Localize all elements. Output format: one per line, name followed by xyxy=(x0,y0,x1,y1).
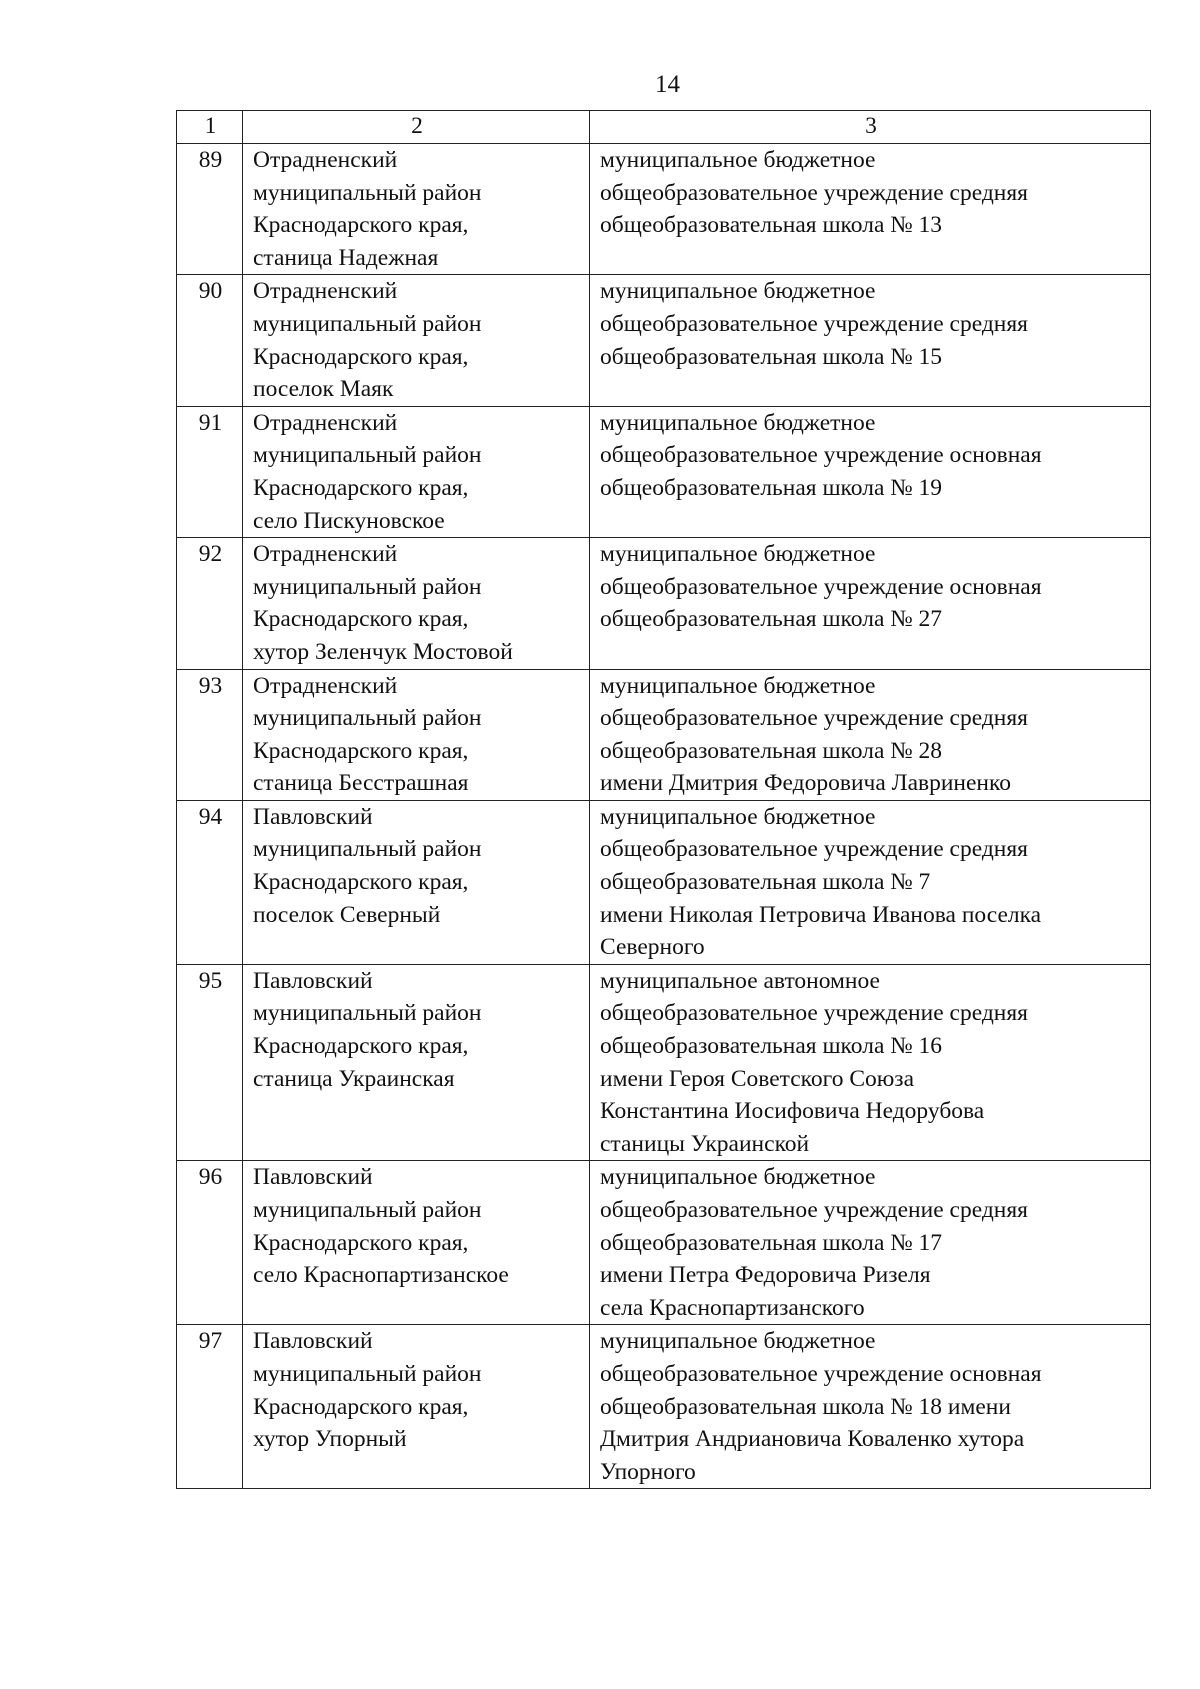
institution-line: общеобразовательная школа № 17 xyxy=(600,1229,943,1256)
table-row xyxy=(177,275,1151,406)
location-line: Краснодарского края, xyxy=(253,1033,469,1060)
location-line: поселок Маяк xyxy=(253,376,394,403)
location-line: муниципальный район xyxy=(253,705,482,732)
institution-line: муниципальное бюджетное xyxy=(600,803,876,830)
location-line: муниципальный район xyxy=(253,1360,482,1387)
institution-line: Упорного xyxy=(600,1458,696,1485)
location-line: Краснодарского края, xyxy=(253,606,469,633)
table-row xyxy=(177,800,1151,964)
location-line: муниципальный район xyxy=(253,1000,482,1027)
table-row xyxy=(177,406,1151,537)
institution-line: муниципальное бюджетное xyxy=(600,541,876,568)
column-header-institution: 3 xyxy=(590,111,1151,144)
row-number: 94 xyxy=(177,800,243,964)
institution-line: станицы Украинской xyxy=(600,1130,810,1157)
location-line: Краснодарского края, xyxy=(253,1393,469,1420)
row-number: 90 xyxy=(177,275,243,406)
institution-line: общеобразовательное учреждение основная xyxy=(600,442,1042,469)
institution-line: общеобразовательное учреждение основная xyxy=(600,573,1042,600)
institution-line: общеобразовательное учреждение средняя xyxy=(600,1000,1028,1027)
institution-cell xyxy=(590,1161,1151,1325)
location-line: муниципальный район xyxy=(253,573,482,600)
institution-cell xyxy=(590,800,1151,964)
location-line: Краснодарского края, xyxy=(253,474,469,501)
location-line: Павловский xyxy=(253,803,373,830)
location-line: станица Украинская xyxy=(253,1065,455,1092)
location-cell xyxy=(243,275,590,406)
row-number: 97 xyxy=(177,1325,243,1489)
column-header-number: 1 xyxy=(177,111,243,144)
location-line: Отрадненский xyxy=(253,672,398,699)
institution-line: имени Петра Федоровича Ризеля xyxy=(600,1262,931,1289)
schools-table xyxy=(176,110,1151,1489)
location-line: Краснодарского края, xyxy=(253,1229,469,1256)
location-line: поселок Северный xyxy=(253,901,441,928)
column-header-location: 2 xyxy=(243,111,590,144)
location-cell xyxy=(243,800,590,964)
location-cell xyxy=(243,1161,590,1325)
table-row xyxy=(177,1161,1151,1325)
location-line: Краснодарского края, xyxy=(253,212,469,239)
institution-line: муниципальное автономное xyxy=(600,967,880,994)
header-row xyxy=(177,111,1151,144)
institution-line: общеобразовательная школа № 15 xyxy=(600,343,943,370)
location-line: муниципальный район xyxy=(253,179,482,206)
location-cell xyxy=(243,406,590,537)
table-row xyxy=(177,964,1151,1161)
location-line: Краснодарского края, xyxy=(253,869,469,896)
institution-line: общеобразовательная школа № 28 xyxy=(600,737,943,764)
location-line: хутор Упорный xyxy=(253,1426,407,1453)
institution-cell xyxy=(590,1325,1151,1489)
institution-line: общеобразовательное учреждение основная xyxy=(600,1360,1042,1387)
location-line: Краснодарского края, xyxy=(253,737,469,764)
location-line: муниципальный район xyxy=(253,1197,482,1223)
institution-line: Дмитрия Андриановича Коваленко хутора xyxy=(600,1426,1025,1453)
institution-line: муниципальное бюджетное xyxy=(600,147,876,173)
location-line: муниципальный район xyxy=(253,310,482,337)
institution-line: муниципальное бюджетное xyxy=(600,278,876,305)
institution-line: общеобразовательная школа № 13 xyxy=(600,212,943,239)
location-line: муниципальный район xyxy=(253,836,482,863)
row-number: 96 xyxy=(177,1161,243,1325)
location-line: хутор Зеленчук Мостовой xyxy=(253,638,513,665)
location-cell xyxy=(243,1325,590,1489)
institution-line: общеобразовательная школа № 7 xyxy=(600,869,931,896)
row-number: 91 xyxy=(177,406,243,537)
table-row xyxy=(177,144,1151,275)
institution-cell xyxy=(590,406,1151,537)
row-number: 92 xyxy=(177,538,243,669)
row-number: 89 xyxy=(177,144,243,275)
location-line: станица Бесстрашная xyxy=(253,770,469,797)
institution-line: села Краснопартизанского xyxy=(600,1294,865,1321)
location-line: Отрадненский xyxy=(253,541,398,568)
location-line: Павловский xyxy=(253,1328,373,1355)
table-row xyxy=(177,538,1151,669)
location-line: Отрадненский xyxy=(253,409,398,436)
row-number: 95 xyxy=(177,964,243,1161)
institution-line: общеобразовательное учреждение средняя xyxy=(600,310,1028,337)
row-number: 93 xyxy=(177,669,243,800)
institution-cell xyxy=(590,144,1151,275)
institution-cell xyxy=(590,964,1151,1161)
location-line: Отрадненский xyxy=(253,147,398,173)
institution-line: общеобразовательная школа № 27 xyxy=(600,606,943,633)
institution-line: муниципальное бюджетное xyxy=(600,1328,876,1355)
location-line: станица Надежная xyxy=(253,244,439,271)
location-line: Павловский xyxy=(253,967,373,994)
page-number: 14 xyxy=(655,71,680,98)
table-body xyxy=(177,111,1151,1489)
institution-line: общеобразовательная школа № 18 имени xyxy=(600,1393,1011,1420)
institution-line: общеобразовательная школа № 19 xyxy=(600,474,943,501)
location-cell xyxy=(243,964,590,1161)
institution-line: муниципальное бюджетное xyxy=(600,1164,876,1191)
location-line: село Пискуновское xyxy=(253,507,445,534)
table-row xyxy=(177,1325,1151,1489)
institution-cell xyxy=(590,669,1151,800)
institution-line: имени Героя Советского Союза xyxy=(600,1065,915,1092)
location-line: село Краснопартизанское xyxy=(253,1262,509,1289)
location-line: Отрадненский xyxy=(253,278,398,305)
institution-line: общеобразовательная школа № 16 xyxy=(600,1033,943,1060)
institution-line: общеобразовательное учреждение средняя xyxy=(600,179,1028,206)
institution-line: имени Дмитрия Федоровича Лавриненко xyxy=(600,770,1011,797)
institution-line: общеобразовательное учреждение средняя xyxy=(600,705,1028,732)
institution-line: Константина Иосифовича Недорубова xyxy=(600,1098,985,1125)
institution-line: имени Николая Петровича Иванова поселка xyxy=(600,901,1042,928)
institution-line: общеобразовательное учреждение средняя xyxy=(600,836,1028,863)
institution-line: муниципальное бюджетное xyxy=(600,409,876,436)
institution-cell xyxy=(590,538,1151,669)
location-line: Павловский xyxy=(253,1164,373,1191)
location-line: муниципальный район xyxy=(253,442,482,469)
location-cell xyxy=(243,669,590,800)
institution-line: Северного xyxy=(600,934,705,961)
institution-cell xyxy=(590,275,1151,406)
location-line: Краснодарского края, xyxy=(253,343,469,370)
institution-line: общеобразовательное учреждение средняя xyxy=(600,1197,1028,1223)
institution-line: муниципальное бюджетное xyxy=(600,672,876,699)
table-row xyxy=(177,669,1151,800)
location-cell xyxy=(243,538,590,669)
location-cell xyxy=(243,144,590,275)
